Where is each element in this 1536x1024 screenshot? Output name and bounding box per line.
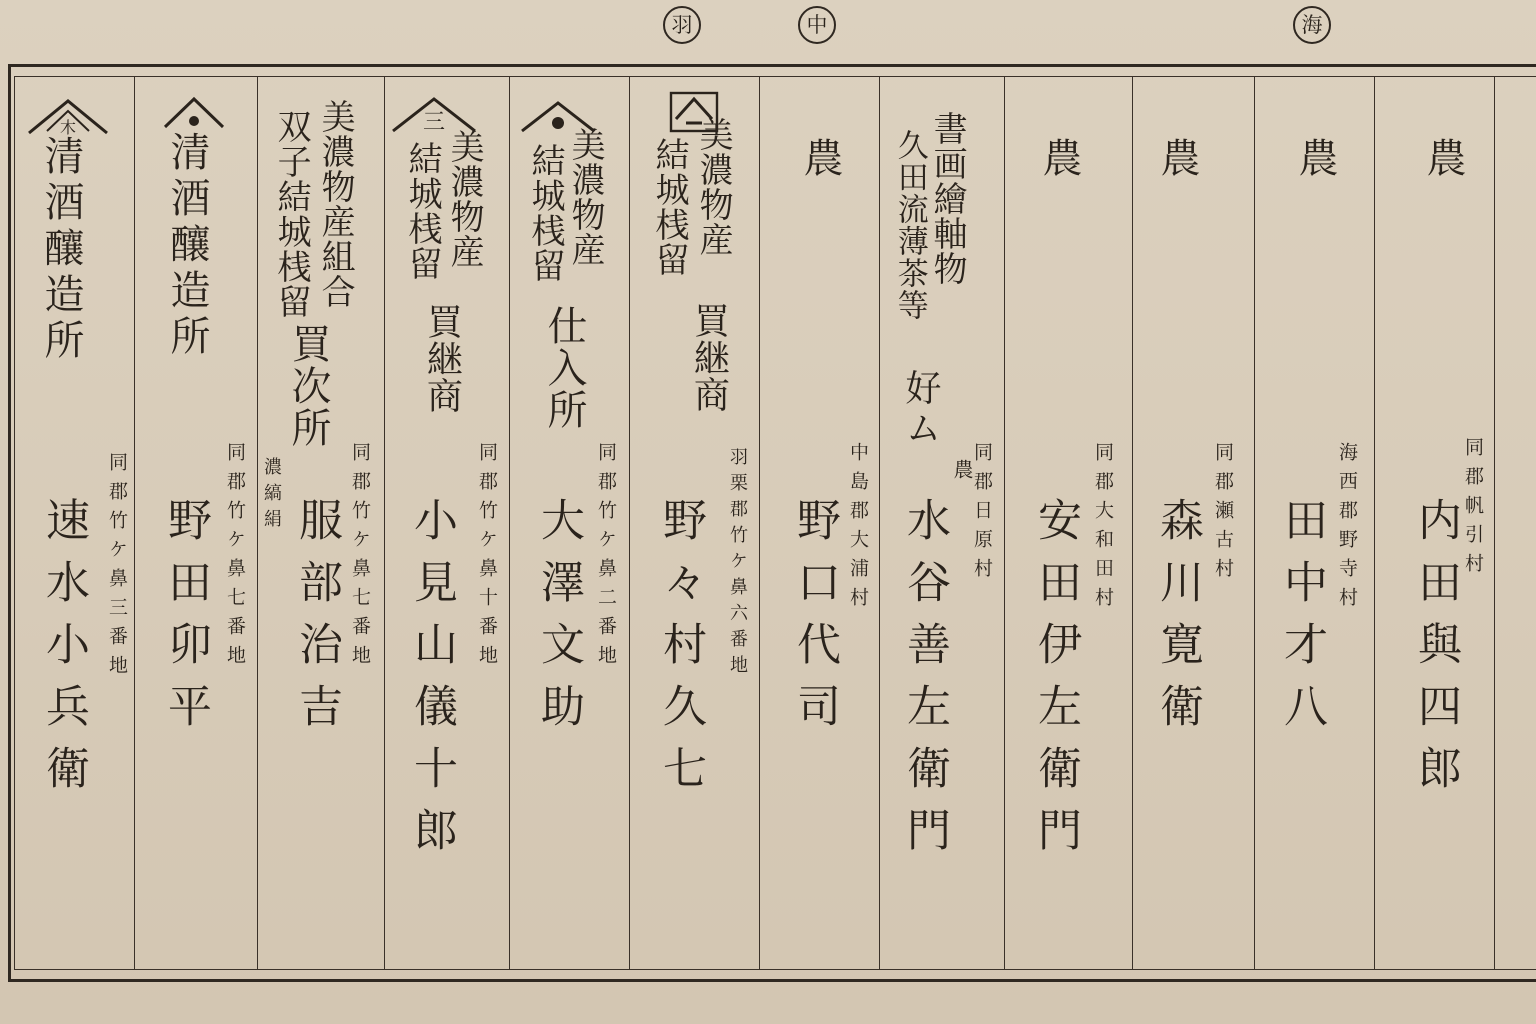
- person-name: 森川寛衛: [1152, 497, 1203, 745]
- directory-entry: [135, 77, 258, 969]
- occupation-label: 美濃物産: [693, 117, 734, 257]
- occupation-label-sub: 結城桟留: [402, 141, 443, 281]
- address-text: 羽栗郡竹ケ鼻六番地: [727, 447, 748, 681]
- person-name: 野田卯平: [160, 497, 211, 745]
- occupation-label: 農: [1420, 137, 1466, 181]
- header-mark-ha: 羽: [663, 6, 701, 44]
- person-name: 大澤文助: [533, 497, 584, 745]
- directory-entry: [15, 77, 135, 969]
- occupation-label: 農: [797, 137, 843, 181]
- occupation-label-suffix: 買継商: [421, 303, 463, 414]
- address-text: 同郡竹ケ鼻七番地: [349, 442, 371, 674]
- occupation-label-suffix: 仕入所: [541, 305, 587, 431]
- occupation-label: 農: [1292, 137, 1338, 181]
- occupation-label: 美濃物産: [444, 129, 485, 269]
- directory-entry: [760, 77, 880, 969]
- person-name: 田中才八: [1276, 497, 1327, 745]
- occupation-label: 清酒釀造所: [164, 131, 210, 361]
- address-text: 同郡瀬古村: [1212, 442, 1234, 587]
- occupation-label: 農: [1154, 137, 1200, 181]
- occupation-label-suffix: 買継商: [688, 302, 730, 413]
- occupation-label: 書画繪軸物: [927, 111, 968, 286]
- directory-entry: [1005, 77, 1133, 969]
- occupation-label-sub: 久田流薄茶等: [891, 129, 928, 321]
- yama-ki-logo-icon: [25, 95, 111, 139]
- occupation-label-sub: 結城桟留: [525, 143, 566, 283]
- person-name: 野々村久七: [655, 497, 706, 807]
- person-name: 小見山儀十郎: [406, 497, 457, 869]
- address-prefix: 農: [950, 459, 974, 489]
- directory-entry: [1255, 77, 1375, 969]
- person-name: 内田與四郎: [1410, 497, 1461, 807]
- occupation-label-suffix: 好ム: [900, 369, 941, 449]
- directory-entry: [1375, 77, 1495, 969]
- yama-maru-small-logo-icon: [159, 91, 229, 133]
- address-text: 同郡日原村: [971, 442, 993, 587]
- occupation-label-sub: 結城桟留: [649, 137, 690, 277]
- directory-entry: [1133, 77, 1255, 969]
- address-text: 同郡竹ケ鼻三番地: [106, 452, 128, 684]
- svg-text:三: 三: [422, 110, 446, 135]
- occupation-label: 美濃物産: [565, 127, 606, 267]
- directory-entry: [258, 77, 385, 969]
- person-name: 服部治吉: [291, 497, 342, 745]
- occupation-label: 農: [1036, 137, 1082, 181]
- directory-entry: [385, 77, 510, 969]
- address-text: 海西郡野寺村: [1336, 442, 1358, 616]
- person-name: 安田伊左衛門: [1030, 497, 1081, 869]
- address-text: 同郡竹ケ鼻七番地: [224, 442, 246, 674]
- address-text: 同郡竹ケ鼻十番地: [476, 442, 498, 674]
- occupation-label: 清酒釀造所: [38, 135, 84, 365]
- address-text: 同郡大和田村: [1092, 442, 1114, 616]
- address-text: 中島郡大浦村: [847, 442, 869, 616]
- occupation-label: 美濃物産組合: [315, 99, 356, 309]
- address-text: 同郡帆引村: [1462, 437, 1484, 582]
- address-text-sub: 濃縞絹: [261, 457, 282, 535]
- occupation-label-sub: 双子結城桟留: [271, 109, 312, 319]
- header-mark-naka: 中: [798, 6, 836, 44]
- directory-entry: [880, 77, 1005, 969]
- person-name: 速水小兵衛: [38, 497, 89, 807]
- person-name: 水谷善左衛門: [899, 497, 950, 869]
- address-text: 同郡竹ケ鼻二番地: [595, 442, 617, 674]
- svg-text:木: 木: [59, 118, 77, 137]
- occupation-label-suffix: 買次所: [285, 323, 331, 449]
- directory-entry: [630, 77, 760, 969]
- header-mark-umi: 海: [1293, 6, 1331, 44]
- directory-entry: [510, 77, 630, 969]
- person-name: 野口代司: [789, 497, 840, 745]
